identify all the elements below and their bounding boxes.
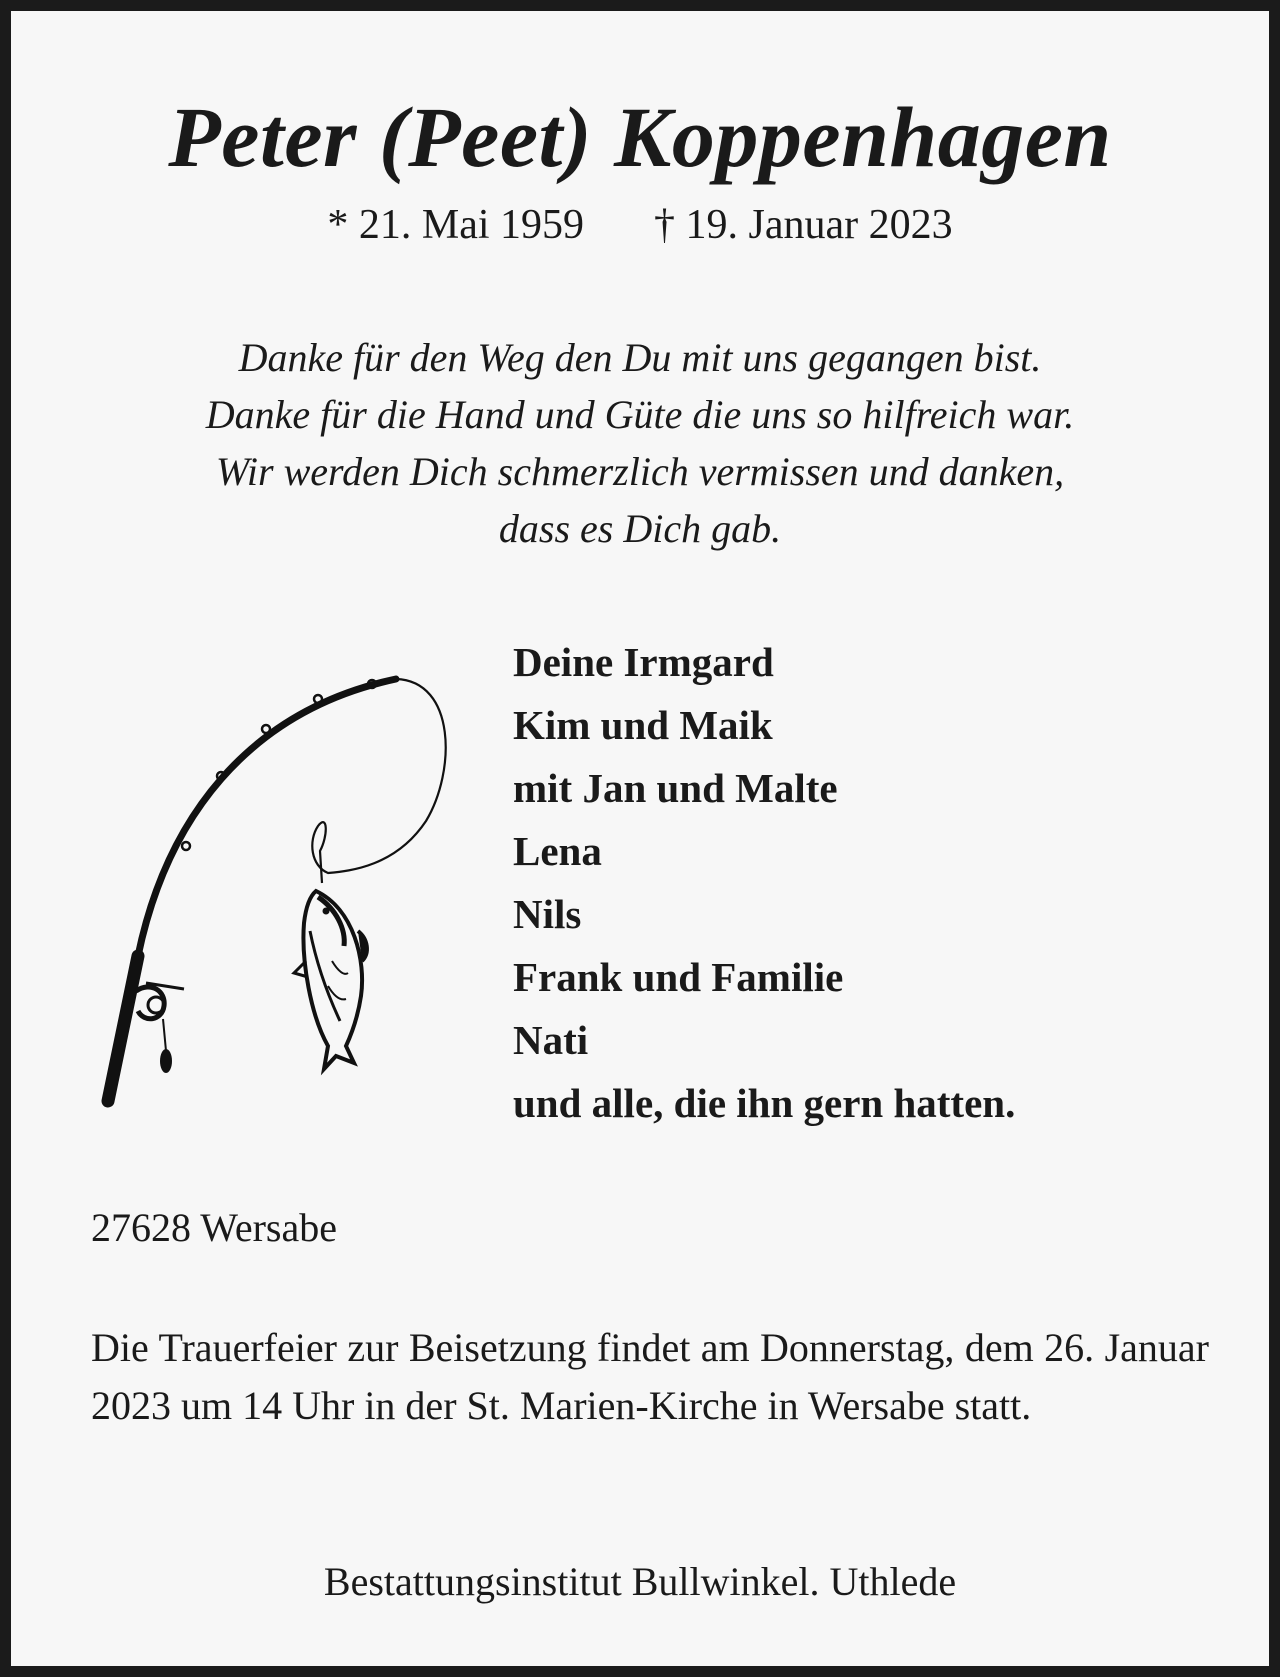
poem-line: Wir werden Dich schmerzlich vermissen und danken, bbox=[215, 449, 1065, 494]
deceased-name: Peter (Peet) Koppenhagen bbox=[168, 89, 1112, 185]
life-dates bbox=[11, 201, 1269, 249]
mourner-line: Lena bbox=[513, 828, 602, 874]
poem-line: Danke für den Weg den Du mit uns gegangen bist. bbox=[238, 335, 1042, 380]
mourner-line: Deine Irmgard bbox=[513, 639, 774, 685]
mourner-line: mit Jan und Malte bbox=[513, 765, 838, 811]
mourner-line: Nati bbox=[513, 1017, 589, 1063]
death-date: † 19. Januar 2023 bbox=[654, 202, 953, 248]
mourner-line: und alle, die ihn gern hatten. bbox=[513, 1080, 1016, 1126]
poem-line: dass es Dich gab. bbox=[498, 506, 782, 551]
place-of-residence: 27628 Wersabe bbox=[91, 1205, 337, 1250]
mourner-line: Nils bbox=[513, 891, 582, 937]
mourners-list bbox=[513, 631, 1015, 1135]
funeral-home: Bestattungsinstitut Bullwinkel. Uthlede bbox=[323, 1559, 957, 1604]
fishing-rod-with-fish-icon bbox=[96, 661, 476, 1111]
mourner-line: Kim und Maik bbox=[513, 702, 773, 748]
memorial-poem bbox=[11, 329, 1269, 557]
poem-line: Danke für die Hand und Güte die uns so hilfreich war. bbox=[205, 392, 1075, 437]
ceremony-details: Die Trauerfeier zur Beisetzung findet am Donnerstag, dem 26. Januar 2023 um 14 Uhr in der St. Marien-Kirche in Wersabe statt. bbox=[91, 1325, 1209, 1428]
birth-date: * 21. Mai 1959 bbox=[327, 202, 585, 248]
mourner-line: Frank und Familie bbox=[513, 954, 844, 1000]
